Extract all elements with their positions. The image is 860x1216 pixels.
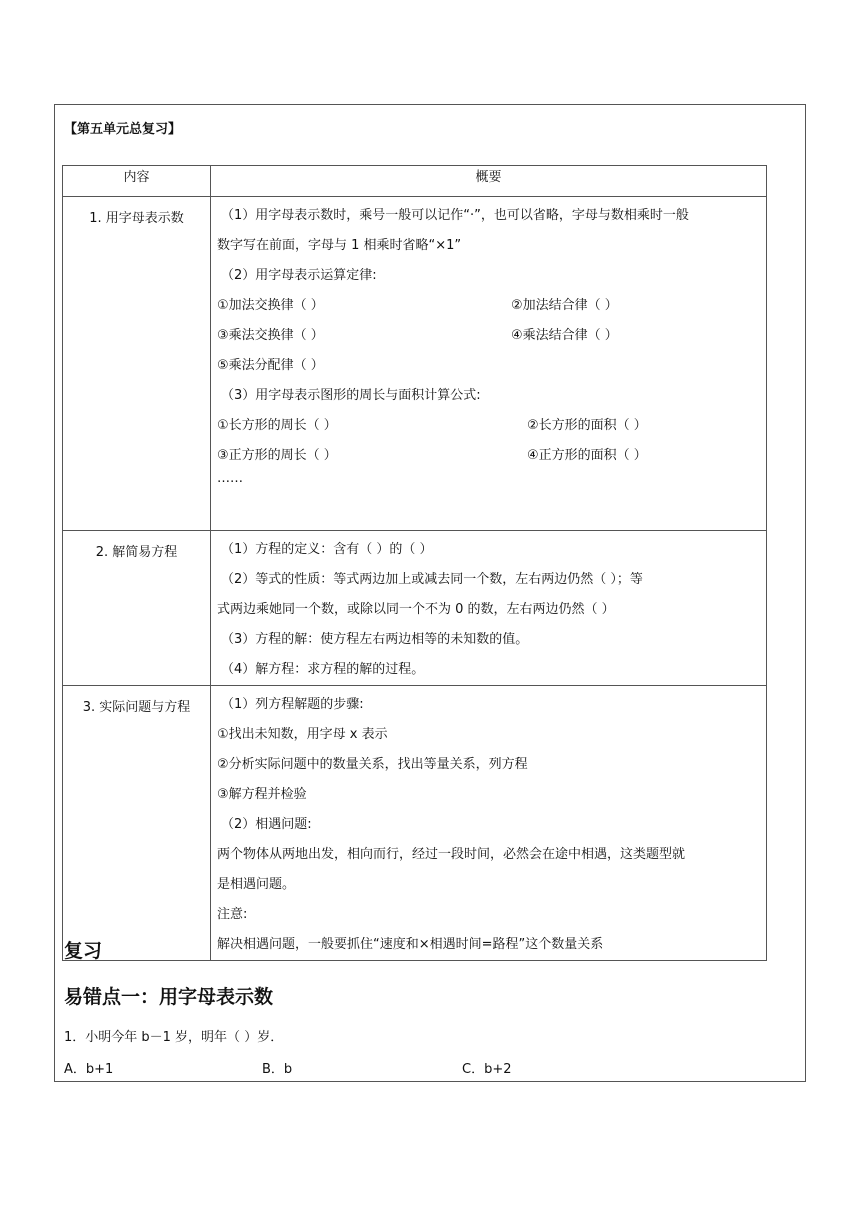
summary-line: 解决相遇问题，一般要抓住“速度和×相遇时间=路程”这个数量关系 xyxy=(217,937,604,952)
law-item: ③乘法交换律（ ） xyxy=(217,328,324,343)
formula-item: ①长方形的周长（ ） xyxy=(217,418,337,433)
law-item: ②加法结合律（ ） xyxy=(511,298,618,313)
error-point-heading: 易错点一：用字母表示数 xyxy=(64,986,274,1008)
summary-line: 数字写在前面，字母与 1 相乘时省略“×1” xyxy=(217,238,462,253)
option-c: C．b+2 xyxy=(462,1062,512,1077)
summary-line: （2）用字母表示运算定律: xyxy=(221,268,377,283)
table-row xyxy=(63,531,767,686)
row-summary xyxy=(211,531,767,686)
note-label: 注意: xyxy=(217,907,248,922)
summary-line: （3）方程的解：使方程左右两边相等的未知数的值。 xyxy=(221,632,529,647)
row-summary xyxy=(211,197,767,531)
formula-item: ②长方形的面积（ ） xyxy=(527,418,647,433)
ellipsis: …… xyxy=(217,471,243,486)
summary-table xyxy=(62,165,767,961)
summary-line: （1）列方程解题的步骤: xyxy=(221,697,364,712)
summary-line: （1）用字母表示数时，乘号一般可以记作“·”，也可以省略，字母与数相乘时一般 xyxy=(221,208,689,223)
step-item: ②分析实际问题中的数量关系，找出等量关系，列方程 xyxy=(217,757,528,772)
law-pair xyxy=(217,291,758,321)
unit-header: 【第五单元总复习】 xyxy=(64,122,182,137)
summary-line: （2）等式的性质：等式两边加上或减去同一个数，左右两边仍然（ ）；等 xyxy=(221,572,643,587)
law-item: ④乘法结合律（ ） xyxy=(511,328,618,343)
row-title: 1. 用字母表示数 xyxy=(63,197,211,531)
summary-line: 式两边乘她同一个数，或除以同一个不为 0 的数，左右两边仍然（ ） xyxy=(217,602,615,617)
summary-line: 两个物体从两地出发，相向而行，经过一段时间，必然会在途中相遇，这类题型就 xyxy=(217,847,686,862)
row-summary xyxy=(211,686,767,961)
summary-line: （1）方程的定义：含有（ ）的（ ） xyxy=(221,542,433,557)
step-item: ①找出未知数，用字母 x 表示 xyxy=(217,727,388,742)
summary-line: （2）相遇问题: xyxy=(221,817,312,832)
law-item: ⑤乘法分配律（ ） xyxy=(217,358,324,373)
option-a: A．b+1 xyxy=(64,1062,114,1077)
question-text: 1．小明今年 b－1 岁，明年（ ）岁． xyxy=(64,1030,284,1045)
table-header-row xyxy=(63,166,767,197)
law-pair xyxy=(217,321,758,351)
table-row xyxy=(63,686,767,961)
formula-pair xyxy=(217,411,758,441)
formula-pair xyxy=(217,441,758,471)
header-summary: 概要 xyxy=(211,166,767,197)
summary-line: （3）用字母表示图形的周长与面积计算公式: xyxy=(221,388,481,403)
review-heading: 复习 xyxy=(64,940,103,962)
header-content: 内容 xyxy=(63,166,211,197)
formula-item: ③正方形的周长（ ） xyxy=(217,448,337,463)
row-title: 3. 实际问题与方程 xyxy=(63,686,211,961)
step-item: ③解方程并检验 xyxy=(217,787,307,802)
formula-item: ④正方形的面积（ ） xyxy=(527,448,647,463)
law-item: ①加法交换律（ ） xyxy=(217,298,324,313)
summary-line: （4）解方程：求方程的解的过程。 xyxy=(221,662,425,677)
row-title: 2. 解简易方程 xyxy=(63,531,211,686)
table-row xyxy=(63,197,767,531)
summary-line: 是相遇问题。 xyxy=(217,877,296,892)
option-b: B．b xyxy=(262,1062,293,1077)
